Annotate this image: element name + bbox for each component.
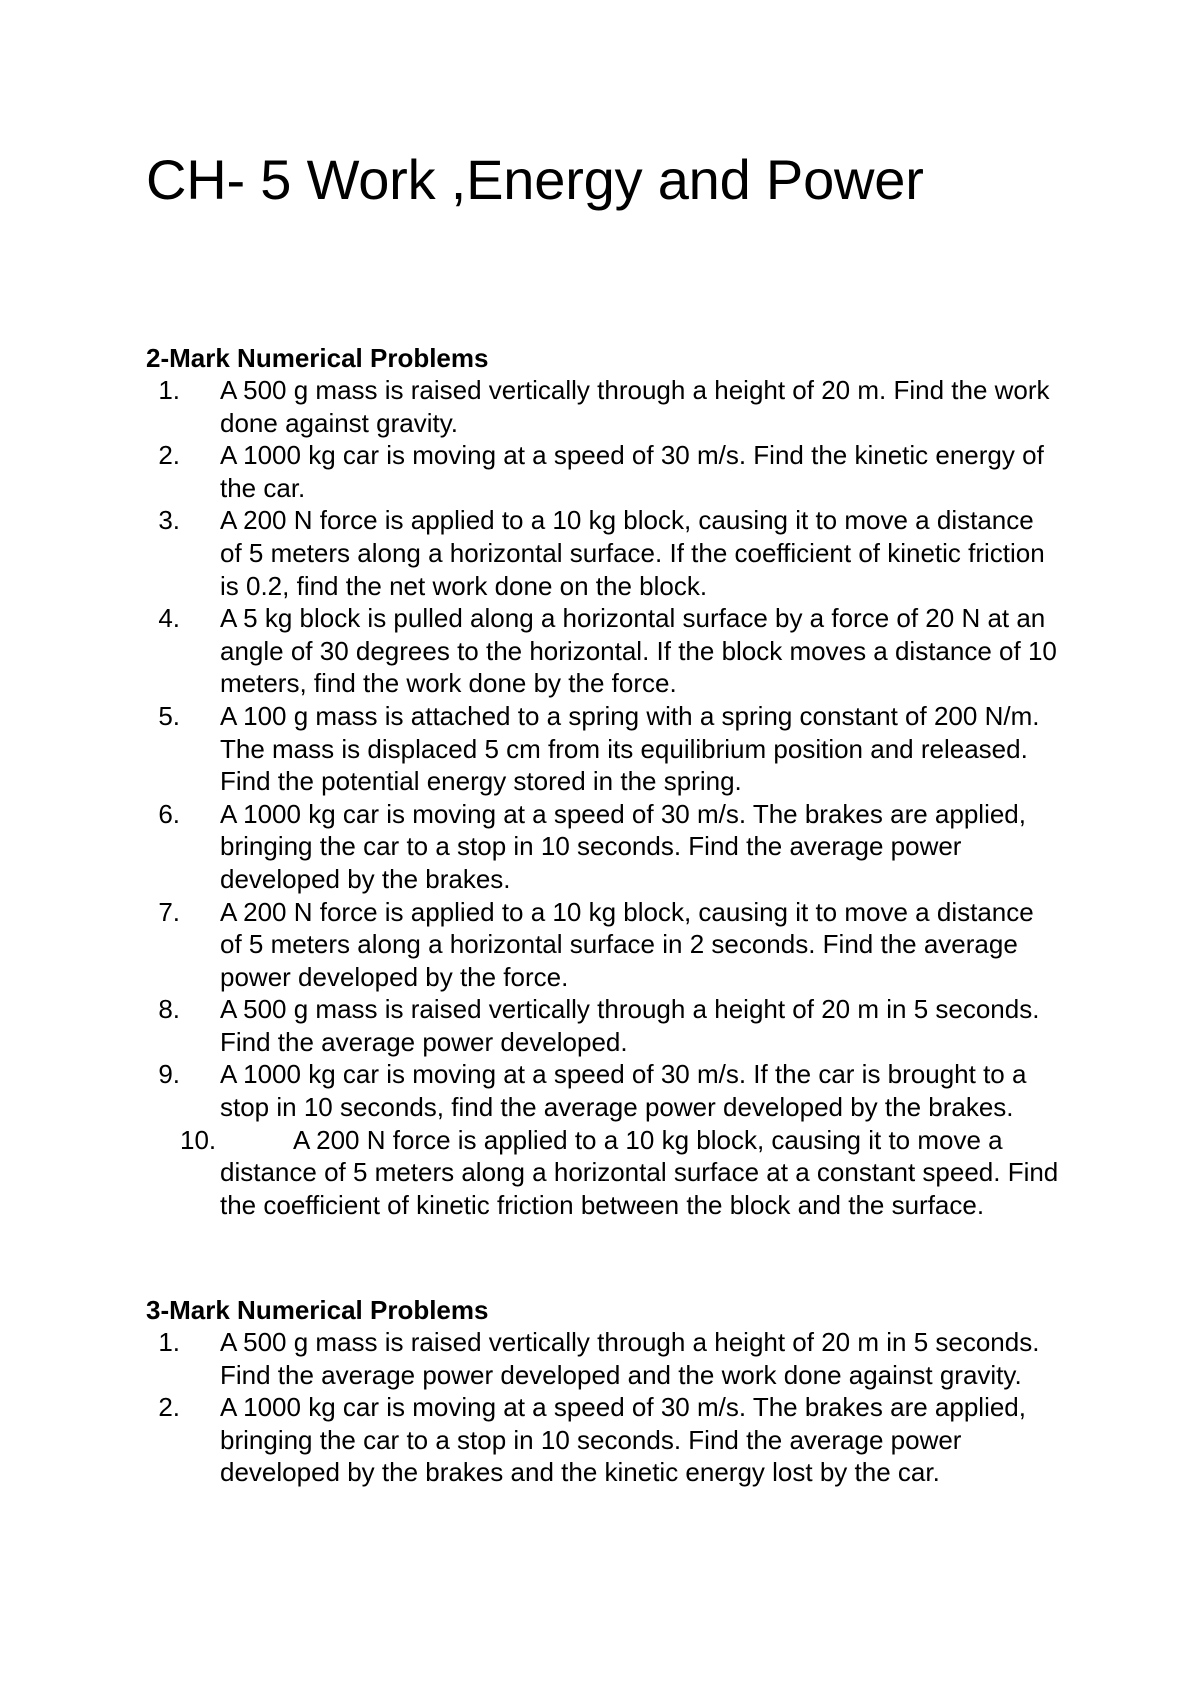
question-number: 5. bbox=[158, 700, 180, 731]
list-item bbox=[0, 700, 1062, 798]
question-text: A 1000 kg car is moving at a speed of 30 m/s. The brakes are applied, bringing the car to a stop in 10 seconds. Find the average power developed by the brakes. bbox=[220, 798, 1026, 894]
question-number: 9. bbox=[158, 1059, 180, 1090]
question-number: 2. bbox=[158, 440, 180, 471]
question-text: A 1000 kg car is moving at a speed of 30 m/s. The brakes are applied, bringing the car to a stop in 10 seconds. Find the average power developed by the brakes and the kinetic energy lost by the car. bbox=[220, 1392, 1026, 1488]
question-number: 7. bbox=[158, 896, 180, 927]
question-number: 4. bbox=[158, 603, 180, 634]
list-item bbox=[0, 504, 1062, 602]
question-number: 2. bbox=[158, 1392, 180, 1423]
list-item bbox=[0, 439, 1062, 504]
section-heading-2-mark: 2-Mark Numerical Problems bbox=[146, 343, 489, 373]
question-text: A 1000 kg car is moving at a speed of 30 m/s. Find the kinetic energy of the car. bbox=[220, 440, 1044, 503]
question-text: A 500 g mass is raised vertically through a height of 20 m. Find the work done against gravity. bbox=[220, 375, 1050, 438]
question-text: A 5 kg block is pulled along a horizontal surface by a force of 20 N at an angle of 30 degrees to the horizontal. If the block moves a distance of 10 meters, find the work done by the force. bbox=[220, 603, 1057, 699]
list-item bbox=[0, 1124, 1062, 1222]
question-list-2-mark bbox=[0, 374, 1200, 1221]
question-number: 1. bbox=[158, 375, 180, 405]
question-number: 10. bbox=[180, 1124, 217, 1155]
question-number: 6. bbox=[158, 798, 180, 829]
list-item bbox=[0, 896, 1062, 994]
question-text: A 500 g mass is raised vertically through a height of 20 m in 5 seconds. Find the average power developed. bbox=[220, 994, 1040, 1057]
question-number: 8. bbox=[158, 994, 180, 1025]
question-text: A 100 g mass is attached to a spring with a spring constant of 200 N/m. The mass is displaced 5 cm from its equilibrium position and released. Find the potential energy stored in the spring. bbox=[220, 700, 1040, 797]
question-number: 1. bbox=[158, 1327, 180, 1357]
question-text: A 200 N force is applied to a 10 kg block, causing it to move a distance of 5 meters along a horizontal surface at a constant speed. Find the coefficient of kinetic friction between the block and the surface. bbox=[220, 1124, 1059, 1220]
list-item bbox=[0, 798, 1062, 896]
list-item bbox=[0, 1326, 1062, 1391]
list-item bbox=[0, 993, 1062, 1058]
question-text: A 200 N force is applied to a 10 kg block, causing it to move a distance of 5 meters along a horizontal surface. If the coefficient of kinetic friction is 0.2, find the net work done on the block. bbox=[220, 505, 1045, 601]
question-list-3-mark bbox=[0, 1326, 1200, 1489]
list-item bbox=[0, 374, 1062, 439]
question-text: A 1000 kg car is moving at a speed of 30 m/s. If the car is brought to a stop in 10 seconds, find the average power developed by the brakes. bbox=[220, 1059, 1027, 1123]
list-item bbox=[0, 602, 1062, 700]
question-number: 3. bbox=[158, 505, 180, 536]
list-item bbox=[0, 1058, 1062, 1123]
question-text: A 200 N force is applied to a 10 kg block, causing it to move a distance of 5 meters along a horizontal surface in 2 seconds. Find the average power developed by the force. bbox=[220, 896, 1034, 992]
section-heading-3-mark: 3-Mark Numerical Problems bbox=[146, 1295, 489, 1325]
question-text: A 500 g mass is raised vertically through a height of 20 m in 5 seconds. Find the average power developed and the work done against gravity. bbox=[220, 1327, 1040, 1390]
list-item bbox=[0, 1391, 1062, 1489]
page-title: CH- 5 Work ,Energy and Power bbox=[146, 148, 924, 211]
